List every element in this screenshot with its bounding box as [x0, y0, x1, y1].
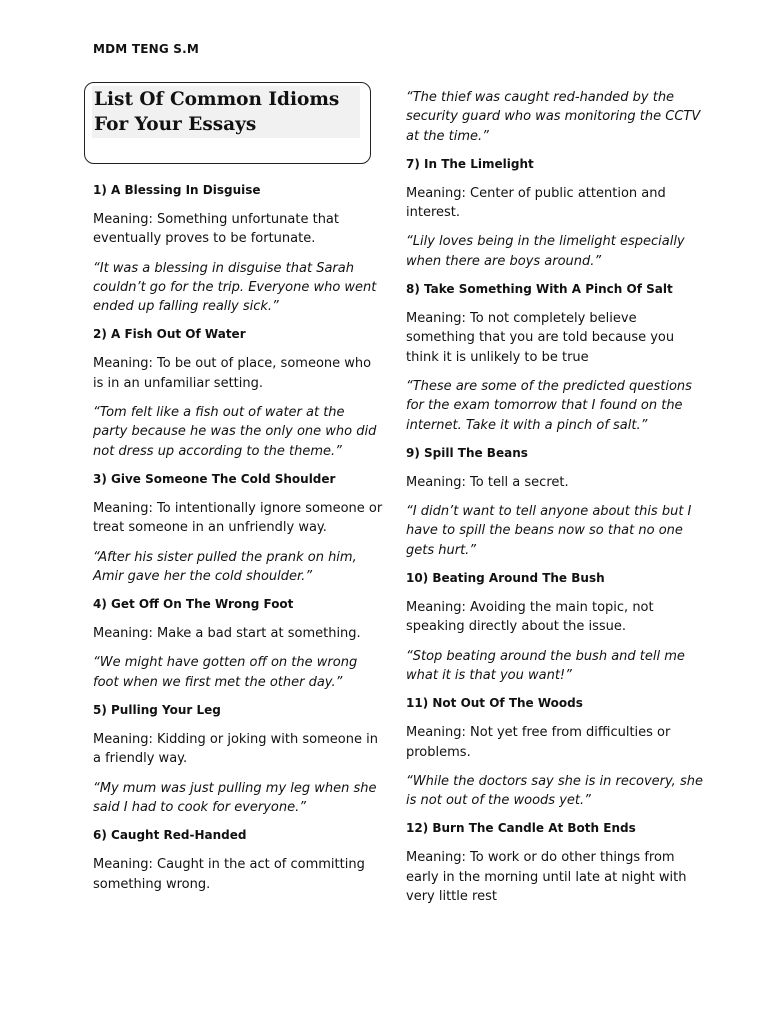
idiom-example: “The thief was caught red-handed by the security guard who was monitoring the CCTV at the time.” [406, 90, 701, 144]
idiom-example: “While the doctors say she is in recovery, she is not out of the woods yet.” [406, 773, 703, 809]
idiom-example: “My mum was just pulling my leg when she said I had to cook for everyone.” [93, 780, 377, 815]
title-box [84, 82, 371, 164]
left-column [93, 182, 383, 904]
idiom-heading: 8) Take Something With A Pinch Of Salt [406, 282, 673, 297]
author-name: MDM TENG S.M [93, 42, 200, 56]
idiom-meaning: Meaning: To be out of place, someone who is in an unfamiliar setting. [93, 356, 372, 391]
idiom-meaning: Meaning: Make a bad start at something. [93, 626, 361, 642]
idiom-heading: 4) Get Off On The Wrong Foot [93, 597, 294, 612]
title-line-2: For Your Essays [94, 114, 257, 135]
idiom-meaning: Meaning: Center of public attention and interest. [406, 185, 666, 221]
idiom-example: “Lily loves being in the limelight especially when there are boys around.” [406, 234, 685, 269]
idiom-heading: 10) Beating Around The Bush [406, 571, 605, 586]
idiom-example: “These are some of the predicted questions for the exam tomorrow that I found on the internet. Take it with a pinch of salt.” [406, 378, 692, 433]
idiom-example: “I didn’t want to tell anyone about this but I have to spill the beans now so that no one gets hurt.” [406, 504, 692, 558]
idiom-example: “Tom felt like a fish out of water at the party because he was the only one who did not dress up according to the theme.” [93, 405, 377, 459]
idiom-heading: 1) A Blessing In Disguise [93, 183, 261, 197]
idiom-meaning: Meaning: To not completely believe something that you are told because you think it is unlikely to be true [406, 311, 675, 365]
idiom-heading: 7) In The Limelight [406, 156, 534, 171]
idiom-example: “We might have gotten off on the wrong foot when we first met the other day.” [93, 655, 358, 690]
document-title [94, 87, 364, 137]
idiom-meaning: Meaning: To tell a secret. [406, 474, 569, 490]
idiom-heading: 6) Caught Red-Handed [93, 828, 247, 843]
idiom-heading: 2) A Fish Out Of Water [93, 327, 246, 342]
idiom-meaning: Meaning: Avoiding the main topic, not speaking directly about the issue. [406, 600, 654, 635]
idiom-meaning: Meaning: Caught in the act of committing something wrong. [93, 857, 365, 892]
idiom-heading: 12) Burn The Candle At Both Ends [406, 821, 636, 836]
idiom-heading: 5) Pulling Your Leg [93, 703, 221, 718]
idiom-meaning: Meaning: To intentionally ignore someone or treat someone in an unfriendly way. [93, 500, 383, 536]
idiom-heading: 9) Spill The Beans [406, 445, 528, 460]
idiom-example: “After his sister pulled the prank on him, Amir gave her the cold shoulder.” [93, 549, 357, 584]
idiom-meaning: Meaning: Something unfortunate that eventually proves to be fortunate. [93, 212, 339, 247]
idiom-heading: 3) Give Someone The Cold Shoulder [93, 471, 336, 486]
right-column [406, 88, 706, 916]
idiom-example: “Stop beating around the bush and tell me what it is that you want!” [406, 648, 685, 683]
title-line-1: List Of Common Idioms [94, 89, 340, 110]
idiom-meaning: Meaning: Not yet free from difficulties or problems. [406, 725, 671, 760]
idiom-meaning: Meaning: To work or do other things from early in the morning until late at night with very little rest [406, 850, 687, 905]
idiom-heading: 11) Not Out Of The Woods [406, 696, 583, 711]
idiom-meaning: Meaning: Kidding or joking with someone in a friendly way. [93, 732, 378, 767]
idiom-example: “It was a blessing in disguise that Sarah couldn’t go for the trip. Everyone who went ended up falling really sick.” [93, 260, 377, 315]
